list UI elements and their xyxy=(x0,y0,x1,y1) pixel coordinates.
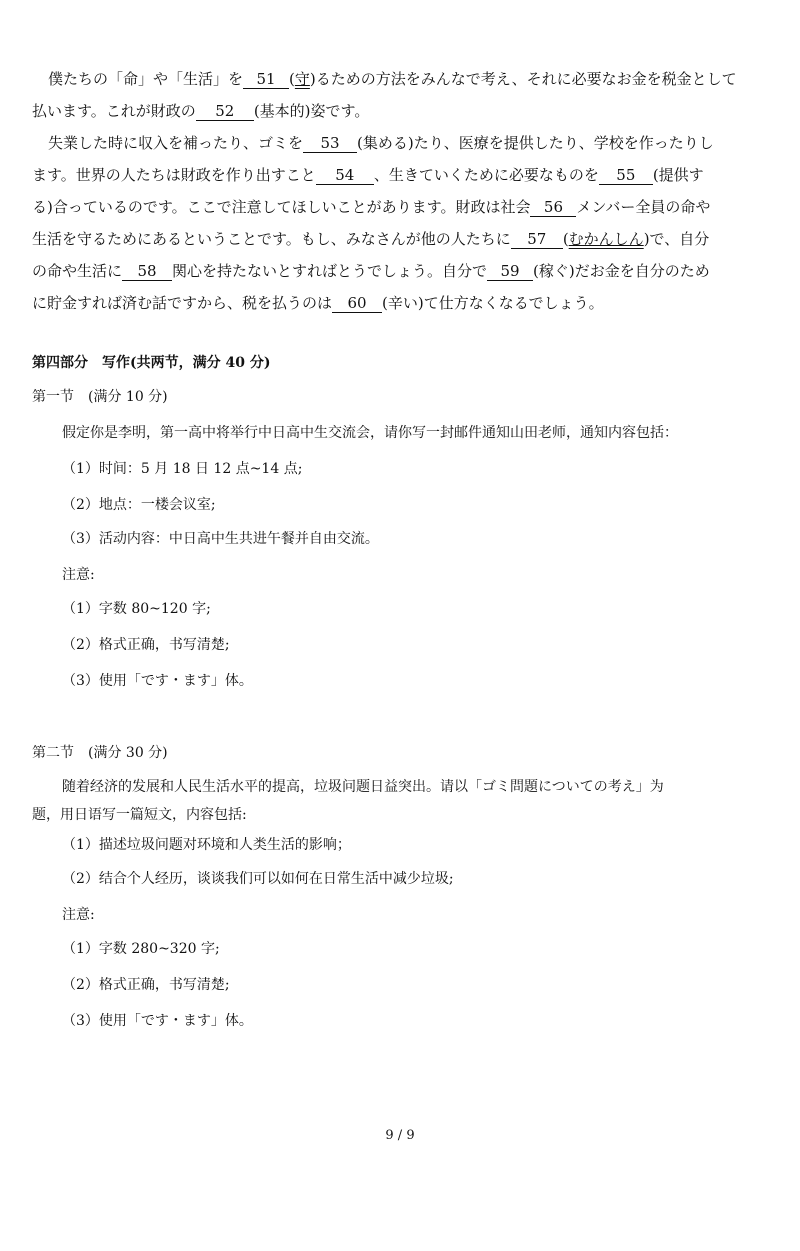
sec1-prompt: 假定你是李明，第一高中将举行中日高中生交流会，请你写一封邮件通知山田老师，通知内容包括： xyxy=(62,425,678,441)
sec2-note-1: （1）字数 280~320 字; xyxy=(62,941,220,957)
text: 、生きていくために必要なものを xyxy=(373,166,599,184)
text: (提供す xyxy=(652,166,704,184)
text: (稼ぐ)だお金を自分のため xyxy=(533,262,710,280)
text: 関心を持たないとすればとうでしょう。自分で xyxy=(172,262,488,280)
text: メンバー全員の命や xyxy=(576,198,711,216)
blank-51: 51 xyxy=(243,70,289,89)
underlined-word: むかんしん xyxy=(568,230,644,248)
sec2-prompt-line-2: 题，用日语写一篇短文，内容包括: xyxy=(32,807,247,823)
text: (基本的)姿です。 xyxy=(253,102,370,120)
text: )で、自分 xyxy=(643,230,710,248)
text: ます。世界の人たちは財政を作り出すこと xyxy=(32,166,316,184)
text: の命や生活に xyxy=(32,262,123,280)
text: に貯金すれば済む話ですから、税を払うのは xyxy=(32,294,333,312)
blank-59: 59 xyxy=(487,262,533,281)
blank-57: 57 xyxy=(511,230,563,249)
blank-53: 53 xyxy=(303,134,357,153)
sec2-prompt-line-1: 随着经济的发展和人民生活水平的提高，垃圾问题日益突出。请以「ゴミ問題についての考え」为 xyxy=(62,779,664,795)
text: (集める)たり、医療を提供したり、学校を作ったりし xyxy=(357,134,714,152)
sec2-note-label: 注意: xyxy=(62,907,95,923)
sec1-note-3: （3）使用「です・ます」体。 xyxy=(62,673,253,689)
text: ( xyxy=(562,230,569,248)
text: 払います。これが財政の xyxy=(32,102,196,120)
blank-52: 52 xyxy=(196,102,254,121)
passage-line-2 xyxy=(32,100,369,121)
text: 僕たちの「命」や「生活」を xyxy=(48,70,244,88)
passage-line-3 xyxy=(48,132,714,153)
passage-line-7 xyxy=(32,260,710,281)
sec1-note-1: （1）字数 80~120 字; xyxy=(62,601,211,617)
text: (辛い)て仕方なくなるでしょう。 xyxy=(382,294,604,312)
sec1-item-2: （2）地点：一楼会议室; xyxy=(62,497,216,513)
text: る)合っているのです。ここで注意してほしいことがあります。財政は社会 xyxy=(32,198,531,216)
page-number: 9 / 9 xyxy=(385,1128,415,1143)
sec1-item-1: （1）时间：5 月 18 日 12 点~14 点; xyxy=(62,461,303,477)
passage-line-1 xyxy=(48,68,737,89)
sec2-heading: 第二节 (满分 30 分) xyxy=(32,745,168,761)
sec1-heading: 第一节 (满分 10 分) xyxy=(32,389,168,405)
blank-58: 58 xyxy=(122,262,172,281)
sec1-note-2: （2）格式正确，书写清楚; xyxy=(62,637,230,653)
passage-line-5 xyxy=(32,196,710,217)
text: ( xyxy=(289,70,295,88)
blank-60: 60 xyxy=(332,294,382,313)
blank-56: 56 xyxy=(530,198,576,217)
part4-heading: 第四部分 写作(共两节，满分 40 分) xyxy=(32,355,271,371)
passage-line-6 xyxy=(32,228,709,249)
text: 生活を守るためにあるということです。もし、みなさんが他の人たちに xyxy=(32,230,511,248)
text: )るための方法をみんなで考え、それに必要なお金を税金として xyxy=(309,70,737,88)
sec1-item-3: （3）活动内容：中日高中生共进午餐并自由交流。 xyxy=(62,531,379,547)
blank-55: 55 xyxy=(599,166,653,185)
sec2-note-3: （3）使用「です・ます」体。 xyxy=(62,1013,253,1029)
sec2-item-1: （1）描述垃圾问题对环境和人类生活的影响； xyxy=(62,837,351,853)
text: 失業した時に収入を補ったり、ゴミを xyxy=(48,134,304,152)
passage-line-8 xyxy=(32,292,604,313)
sec2-item-2: （2）结合个人经历，谈谈我们可以如何在日常生活中减少垃圾; xyxy=(62,871,454,887)
blank-54: 54 xyxy=(316,166,374,185)
underlined-word: 守 xyxy=(294,70,310,88)
sec2-note-2: （2）格式正确，书写清楚; xyxy=(62,977,230,993)
sec1-note-label: 注意: xyxy=(62,567,95,583)
passage-line-4 xyxy=(32,164,704,185)
